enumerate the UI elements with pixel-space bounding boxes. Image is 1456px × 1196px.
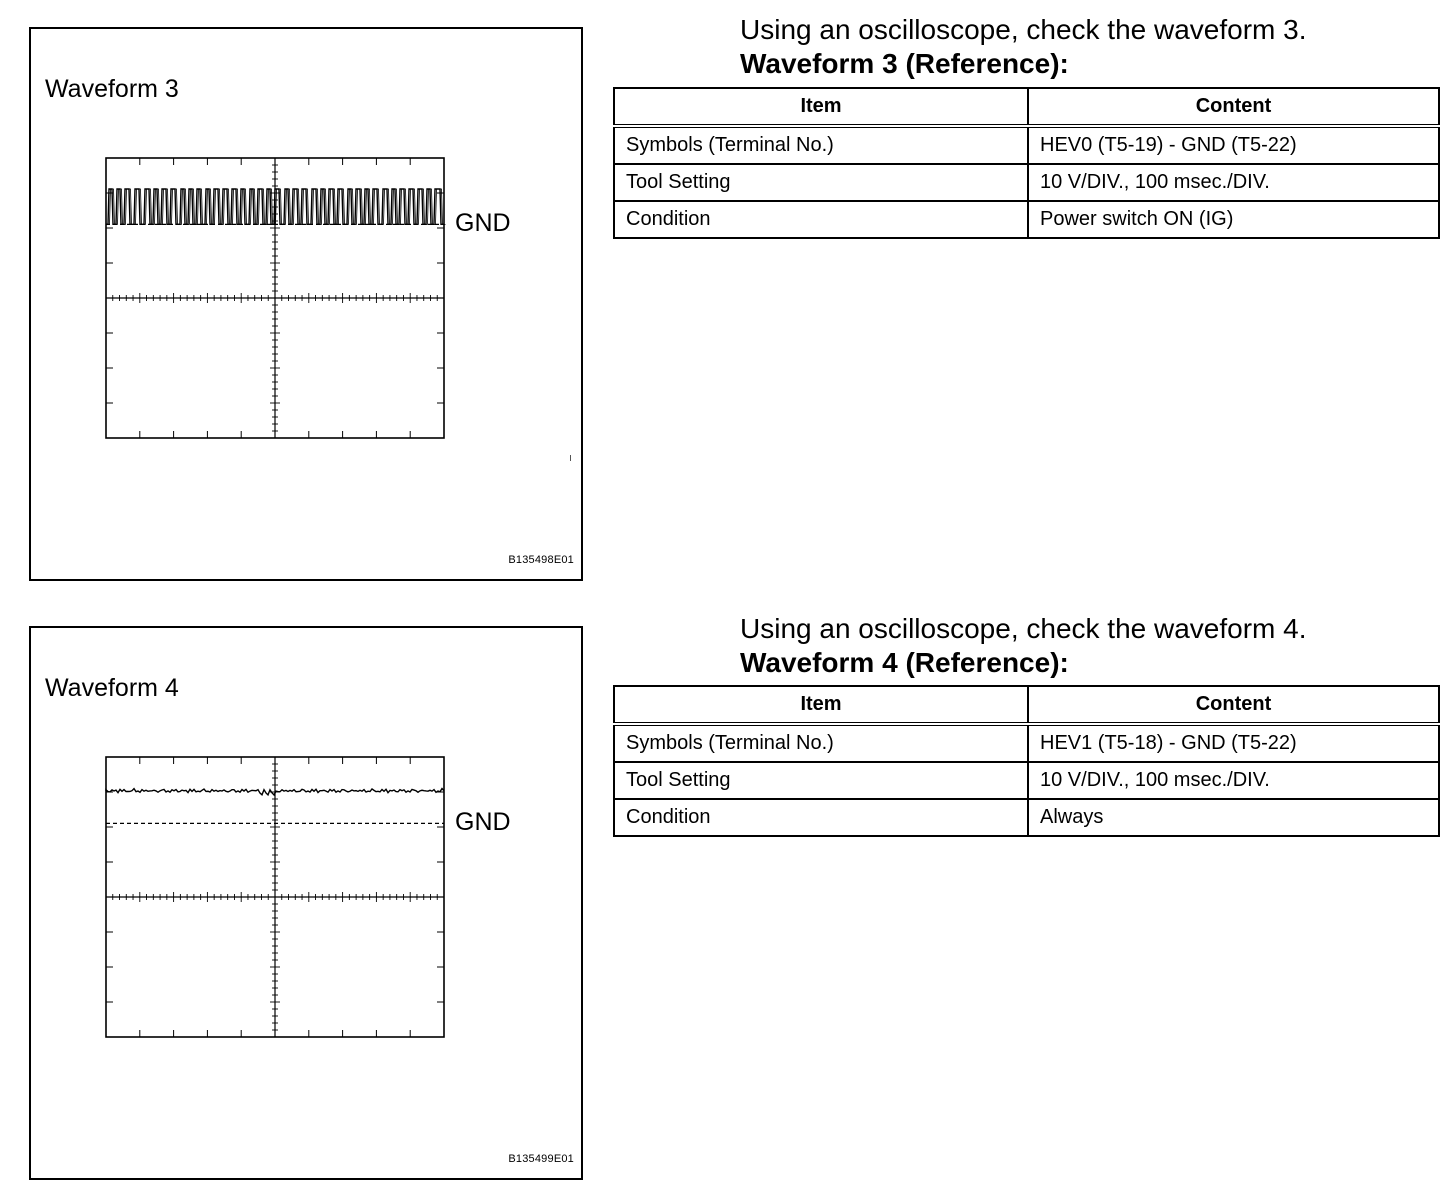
cell-content: HEV0 (T5-19) - GND (T5-22) [1028, 126, 1439, 164]
figure-code: B135498E01 [508, 554, 574, 566]
cell-item: Symbols (Terminal No.) [614, 126, 1028, 164]
table-row [614, 201, 1439, 238]
gnd-label: GND [455, 808, 511, 836]
cell-content: Always [1028, 799, 1439, 836]
cell-item: Tool Setting [614, 164, 1028, 201]
instruction-block-3 [740, 13, 1307, 81]
header-content: Content [1028, 686, 1439, 724]
cell-content: 10 V/DIV., 100 msec./DIV. [1028, 164, 1439, 201]
table-row [614, 762, 1439, 799]
figure-title: Waveform 3 [45, 75, 179, 103]
instruction-block-4 [740, 612, 1307, 680]
header-item: Item [614, 88, 1028, 126]
oscilloscope-screen-4 [104, 755, 524, 1045]
figure-code: B135499E01 [508, 1153, 574, 1165]
figure-title: Waveform 4 [45, 674, 179, 702]
cell-item: Symbols (Terminal No.) [614, 724, 1028, 762]
table-header-row [614, 686, 1439, 724]
cell-item: Condition [614, 799, 1028, 836]
cell-item: Tool Setting [614, 762, 1028, 799]
stray-mark [570, 455, 571, 461]
table-row [614, 724, 1439, 762]
oscilloscope-screen-3 [104, 156, 524, 446]
cell-item: Condition [614, 201, 1028, 238]
cell-content: 10 V/DIV., 100 msec./DIV. [1028, 762, 1439, 799]
cell-content: HEV1 (T5-18) - GND (T5-22) [1028, 724, 1439, 762]
header-item: Item [614, 686, 1028, 724]
table-row [614, 799, 1439, 836]
waveform-3-figure [29, 27, 583, 581]
gnd-label: GND [455, 209, 511, 237]
instruction-text: Using an oscilloscope, check the waveform 4. [740, 613, 1307, 644]
cell-content: Power switch ON (IG) [1028, 201, 1439, 238]
reference-heading: Waveform 4 (Reference): [740, 647, 1069, 678]
table-row [614, 164, 1439, 201]
reference-heading: Waveform 3 (Reference): [740, 48, 1069, 79]
instruction-text: Using an oscilloscope, check the waveform 3. [740, 14, 1307, 45]
table-row [614, 126, 1439, 164]
header-content: Content [1028, 88, 1439, 126]
table-header-row [614, 88, 1439, 126]
waveform-4-figure [29, 626, 583, 1180]
spec-table-4 [613, 685, 1440, 837]
spec-table-3 [613, 87, 1440, 239]
